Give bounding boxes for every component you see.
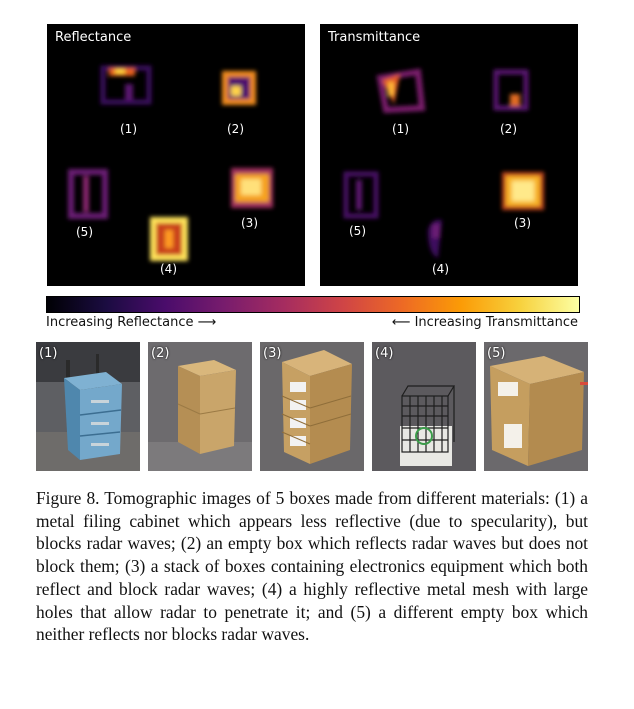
reflectance-label-1: (1) — [120, 122, 137, 136]
transmittance-blob-1 — [380, 72, 422, 110]
photo-4 — [372, 342, 476, 471]
transmittance-label-5: (5) — [349, 224, 366, 238]
transmittance-heatmap — [320, 24, 578, 286]
colorbar — [46, 296, 580, 313]
reflectance-label-3: (3) — [241, 216, 258, 230]
reflectance-blob-2 — [223, 72, 255, 104]
photo-4-metal-mesh — [372, 342, 476, 471]
transmittance-label-1: (1) — [392, 122, 409, 136]
reflectance-label-5: (5) — [76, 225, 93, 239]
transmittance-title: Transmittance — [328, 30, 421, 45]
figure-caption: Figure 8. Tomographic images of 5 boxes made from different materials: (1) a metal filing cabinet which appears less reflective (due to specularity), but blocks radar waves; (2) an empty box which reflects radar waves but does not block them; (3) a stack of boxes containing electronics equipment which both reflect and block radar waves; (4) a highly reflective metal mesh with large holes that allow radar to penetrate it; and (5) a different empty box which neither reflects nor blocks radar waves. — [36, 488, 588, 645]
transmittance-blob-4 — [428, 220, 442, 258]
photo-5 — [484, 342, 588, 471]
photo-2-empty-box — [148, 342, 252, 471]
photo-5-label: (5) — [487, 346, 506, 361]
photo-2 — [148, 342, 252, 471]
reflectance-label-2: (2) — [227, 122, 244, 136]
photo-1-filing-cabinet — [36, 342, 140, 471]
transmittance-label-4: (4) — [432, 262, 449, 276]
transmittance-label-3: (3) — [514, 216, 531, 230]
transmittance-image — [320, 24, 578, 286]
photo-3-electronics-boxes — [260, 342, 364, 471]
reflectance-blob-1 — [103, 68, 149, 102]
photo-4-label: (4) — [375, 346, 394, 361]
transmittance-blob-2 — [496, 72, 526, 108]
photo-5-empty-box — [484, 342, 588, 471]
transmittance-blob-5 — [346, 174, 376, 216]
reflectance-image — [47, 24, 305, 286]
transmittance-label-2: (2) — [500, 122, 517, 136]
photo-3-label: (3) — [263, 346, 282, 361]
colorbar-right-label: ⟵ Increasing Transmittance — [391, 315, 578, 330]
reflectance-blob-3 — [231, 168, 273, 208]
reflectance-heatmap — [47, 24, 305, 286]
photo-3 — [260, 342, 364, 471]
reflectance-blob-4 — [153, 220, 185, 258]
photo-2-label: (2) — [151, 346, 170, 361]
reflectance-blob-5 — [71, 172, 105, 216]
photo-1-label: (1) — [39, 346, 58, 361]
reflectance-title: Reflectance — [55, 30, 132, 45]
transmittance-blob-3 — [502, 172, 544, 210]
photo-1 — [36, 342, 140, 471]
colorbar-left-label: Increasing Reflectance ⟶ — [46, 315, 217, 330]
reflectance-label-4: (4) — [160, 262, 177, 276]
